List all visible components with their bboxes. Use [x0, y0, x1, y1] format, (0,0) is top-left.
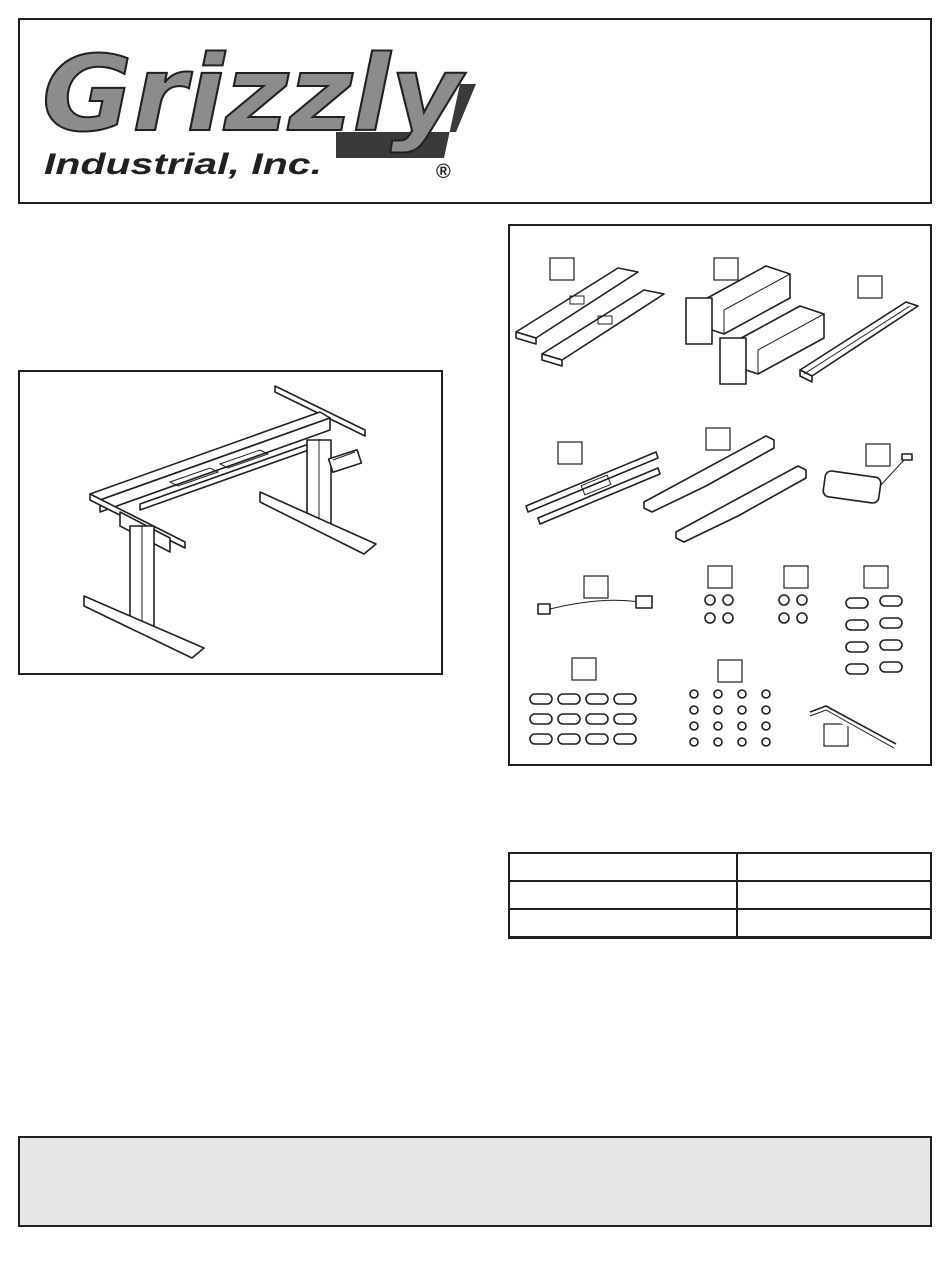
side-brackets-icon	[644, 436, 806, 542]
cap-screws-8-icon	[846, 596, 902, 674]
part-label-box	[572, 658, 596, 680]
part-label-box	[858, 276, 882, 298]
crossbar-icon	[526, 452, 660, 524]
grizzly-logo	[36, 32, 476, 182]
part-label-box	[714, 258, 738, 280]
part-label-box	[584, 576, 608, 598]
table-row	[510, 854, 930, 882]
parts-illustration-box	[508, 224, 932, 766]
part-label-box	[784, 566, 808, 588]
registered-mark: ®	[436, 161, 451, 182]
logo-subtitle: Industrial, Inc.	[44, 148, 322, 181]
part-label-box	[706, 428, 730, 450]
header-box	[18, 18, 932, 204]
footer-box	[18, 1136, 932, 1227]
small-screws-4b-icon	[779, 595, 807, 623]
power-cord-icon	[538, 596, 652, 614]
adjustable-desk-frame-icon	[20, 372, 441, 673]
table-row	[510, 910, 930, 938]
parts-diagram	[510, 226, 930, 764]
product-illustration-box	[18, 370, 443, 675]
part-label-box	[708, 566, 732, 588]
spec-table	[508, 852, 932, 939]
table-row	[510, 882, 930, 910]
cap-screws-12-icon	[530, 694, 636, 744]
part-label-box	[550, 258, 574, 280]
small-screws-4-icon	[705, 595, 733, 623]
part-label-box	[824, 724, 848, 746]
table-column-divider	[736, 854, 738, 937]
part-label-box	[558, 442, 582, 464]
leg-columns-with-motor-icon	[686, 266, 824, 384]
part-label-box	[864, 566, 888, 588]
machine-screws-16-icon	[690, 690, 770, 746]
part-label-box	[866, 444, 890, 466]
logo-word: Grizzly	[42, 33, 467, 155]
hex-wrench-icon	[810, 706, 896, 748]
part-label-box	[718, 660, 742, 682]
desk-feet-icon	[516, 268, 664, 366]
